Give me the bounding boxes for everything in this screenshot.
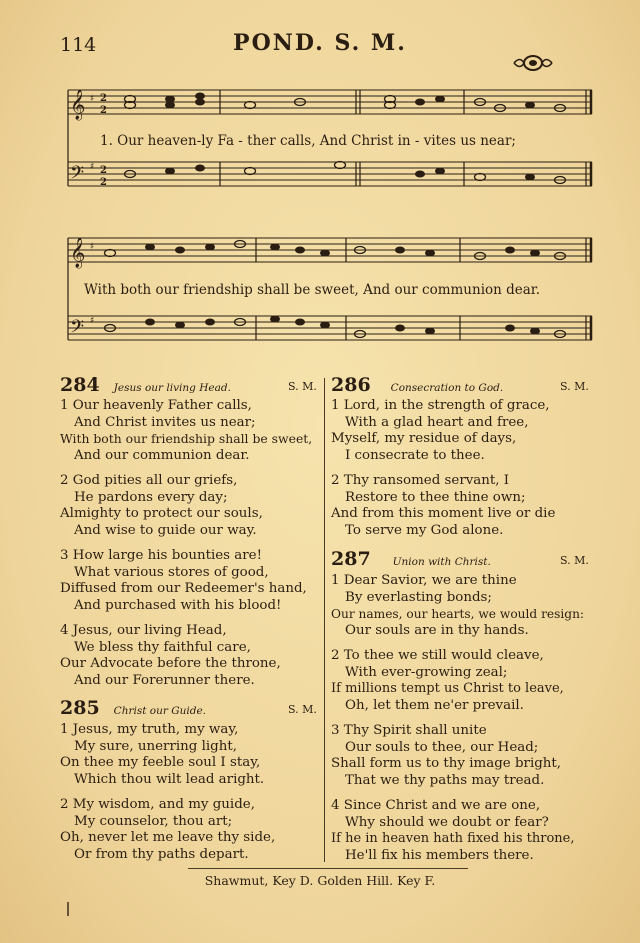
verse-line: 1 Our heavenly Father calls, xyxy=(60,398,252,413)
hymn-284-text xyxy=(60,398,322,698)
hymn-287-heading xyxy=(331,548,491,570)
hymn-meter: S. M. xyxy=(288,703,317,716)
hymn-number: 284 xyxy=(60,374,100,396)
verse-line: 2 My wisdom, and my guide, xyxy=(60,796,255,812)
verse-line: If millions tempt us Christ to leave, xyxy=(331,681,564,697)
verse-line: Our Advocate before the throne, xyxy=(60,656,281,672)
verse-line: If he in heaven hath fixed his throne, xyxy=(331,831,575,847)
svg-text:2: 2 xyxy=(100,105,107,116)
verse-line: I consecrate to thee. xyxy=(345,447,485,463)
column-divider xyxy=(324,378,325,862)
verse-line: 3 Thy Spirit shall unite xyxy=(331,722,487,738)
verse-line: He'll fix his members there. xyxy=(345,847,534,863)
stanza xyxy=(60,548,322,614)
verse-line: He pardons every day; xyxy=(74,489,228,505)
verse-line: 2 To thee we still would cleave, xyxy=(331,647,544,663)
verse-line: 2 Thy ransomed servant, I xyxy=(331,472,510,488)
tune-meter: S. M. xyxy=(334,30,407,56)
verse-line: Oh, let them ne'er prevail. xyxy=(345,697,524,713)
verse-line: My sure, unerring light, xyxy=(74,738,237,754)
verse-line: With ever-growing zeal; xyxy=(345,664,508,680)
svg-text:♯: ♯ xyxy=(90,162,95,172)
verse-line: Which thou wilt lead aright. xyxy=(74,771,265,787)
system-1-lyrics: 1. Our heaven-ly Fa - ther calls, And Christ in - vites us near; xyxy=(100,133,516,149)
verse-line: And purchased with his blood! xyxy=(74,597,282,613)
verse-line: Diffused from our Redeemer's hand, xyxy=(60,581,307,597)
svg-text:♯: ♯ xyxy=(90,242,95,252)
verse-line: My counselor, thou art; xyxy=(74,813,233,829)
verse-line: To serve my God alone. xyxy=(345,522,504,538)
hymn-subtitle: Jesus our living Head. xyxy=(113,382,231,394)
verse-line: 4 Since Christ and we are one, xyxy=(331,797,541,813)
verse-line: 3 How large his bounties are! xyxy=(60,547,262,563)
verse-line: 1 Dear Savior, we are thine xyxy=(331,573,517,588)
verse-line: Or from thy paths depart. xyxy=(74,846,249,862)
system-2-lyrics: With both our friendship shall be sweet, And our communion dear. xyxy=(84,282,541,298)
hymn-285-heading xyxy=(60,697,206,719)
stanza xyxy=(331,473,596,539)
hymn-subtitle: Consecration to God. xyxy=(390,382,504,394)
hymn-number: 285 xyxy=(60,697,100,719)
hymn-subtitle: Christ our Guide. xyxy=(113,705,207,717)
svg-text:2: 2 xyxy=(100,93,107,104)
verse-line: Myself, my residue of days, xyxy=(331,431,517,447)
svg-text:2: 2 xyxy=(100,177,107,188)
verse-line: 4 Jesus, our living Head, xyxy=(60,622,227,638)
verse-line: That we thy paths may tread. xyxy=(345,772,545,788)
verse-line: Restore to thee thine own; xyxy=(345,489,526,505)
verse-line: And from this moment live or die xyxy=(331,506,556,522)
verse-line: With both our friendship shall be sweet, xyxy=(60,431,313,447)
hymn-number: 286 xyxy=(331,374,371,396)
tune-name: POND. xyxy=(233,30,325,56)
stanza xyxy=(331,648,596,714)
verse-line: By everlasting bonds; xyxy=(345,589,492,605)
hymn-meter: S. M. xyxy=(288,380,317,393)
svg-text:𝄢: 𝄢 xyxy=(70,317,85,342)
verse-line: With a glad heart and free, xyxy=(345,414,529,430)
verse-line: Oh, never let me leave thy side, xyxy=(60,830,276,846)
stanza xyxy=(331,723,596,789)
verse-line: Our names, our hearts, we would resign: xyxy=(331,607,585,622)
verse-line: Why should we doubt or fear? xyxy=(345,814,549,830)
footer-tune-refs: Shawmut, Key D. Golden Hill. Key F. xyxy=(204,873,436,888)
svg-text:♯: ♯ xyxy=(90,316,95,326)
verse-line: 1 Jesus, my truth, my way, xyxy=(60,722,239,737)
stanza xyxy=(331,398,596,464)
ornament-icon xyxy=(512,52,554,74)
verse-line: And our Forerunner there. xyxy=(74,672,255,688)
footer-rule xyxy=(188,868,468,869)
verse-line: And Christ invites us near; xyxy=(74,414,256,430)
hymn-meter: S. M. xyxy=(560,554,589,567)
page-mark xyxy=(67,902,69,916)
stanza xyxy=(60,722,322,788)
svg-text:𝄞: 𝄞 xyxy=(70,238,86,268)
hymn-284-heading xyxy=(60,374,231,396)
verse-line: 2 God pities all our griefs, xyxy=(60,472,238,488)
svg-text:2: 2 xyxy=(100,165,107,176)
hymn-subtitle: Union with Christ. xyxy=(392,556,491,568)
hymn-meter: S. M. xyxy=(560,380,589,393)
verse-line: We bless thy faithful care, xyxy=(74,639,251,655)
svg-text:𝄢: 𝄢 xyxy=(70,163,85,188)
verse-line: What various stores of good, xyxy=(74,564,269,580)
stanza xyxy=(60,623,322,689)
page-number: 114 xyxy=(60,34,97,56)
hymn-285-text xyxy=(60,722,322,872)
svg-text:♯: ♯ xyxy=(90,94,95,104)
svg-text:𝄞: 𝄞 xyxy=(70,90,86,120)
stanza xyxy=(331,573,596,639)
stanza xyxy=(60,797,322,863)
stanza xyxy=(60,398,322,464)
hymn-286-heading xyxy=(331,374,503,396)
verse-line: 1 Lord, in the strength of grace, xyxy=(331,398,550,413)
hymn-number: 287 xyxy=(331,548,371,570)
verse-line: Our souls to thee, our Head; xyxy=(345,739,539,755)
verse-line: On thee my feeble soul I stay, xyxy=(60,755,261,771)
stanza xyxy=(331,798,596,864)
verse-line: Almighty to protect our souls, xyxy=(60,506,263,522)
hymn-287-text xyxy=(331,573,596,873)
stanza xyxy=(60,473,322,539)
verse-line: And our communion dear. xyxy=(74,447,250,463)
verse-line: Our souls are in thy hands. xyxy=(345,622,529,638)
verse-line: And wise to guide our way. xyxy=(74,522,257,538)
hymn-286-text xyxy=(331,398,596,548)
verse-line: Shall form us to thy image bright, xyxy=(331,756,562,772)
